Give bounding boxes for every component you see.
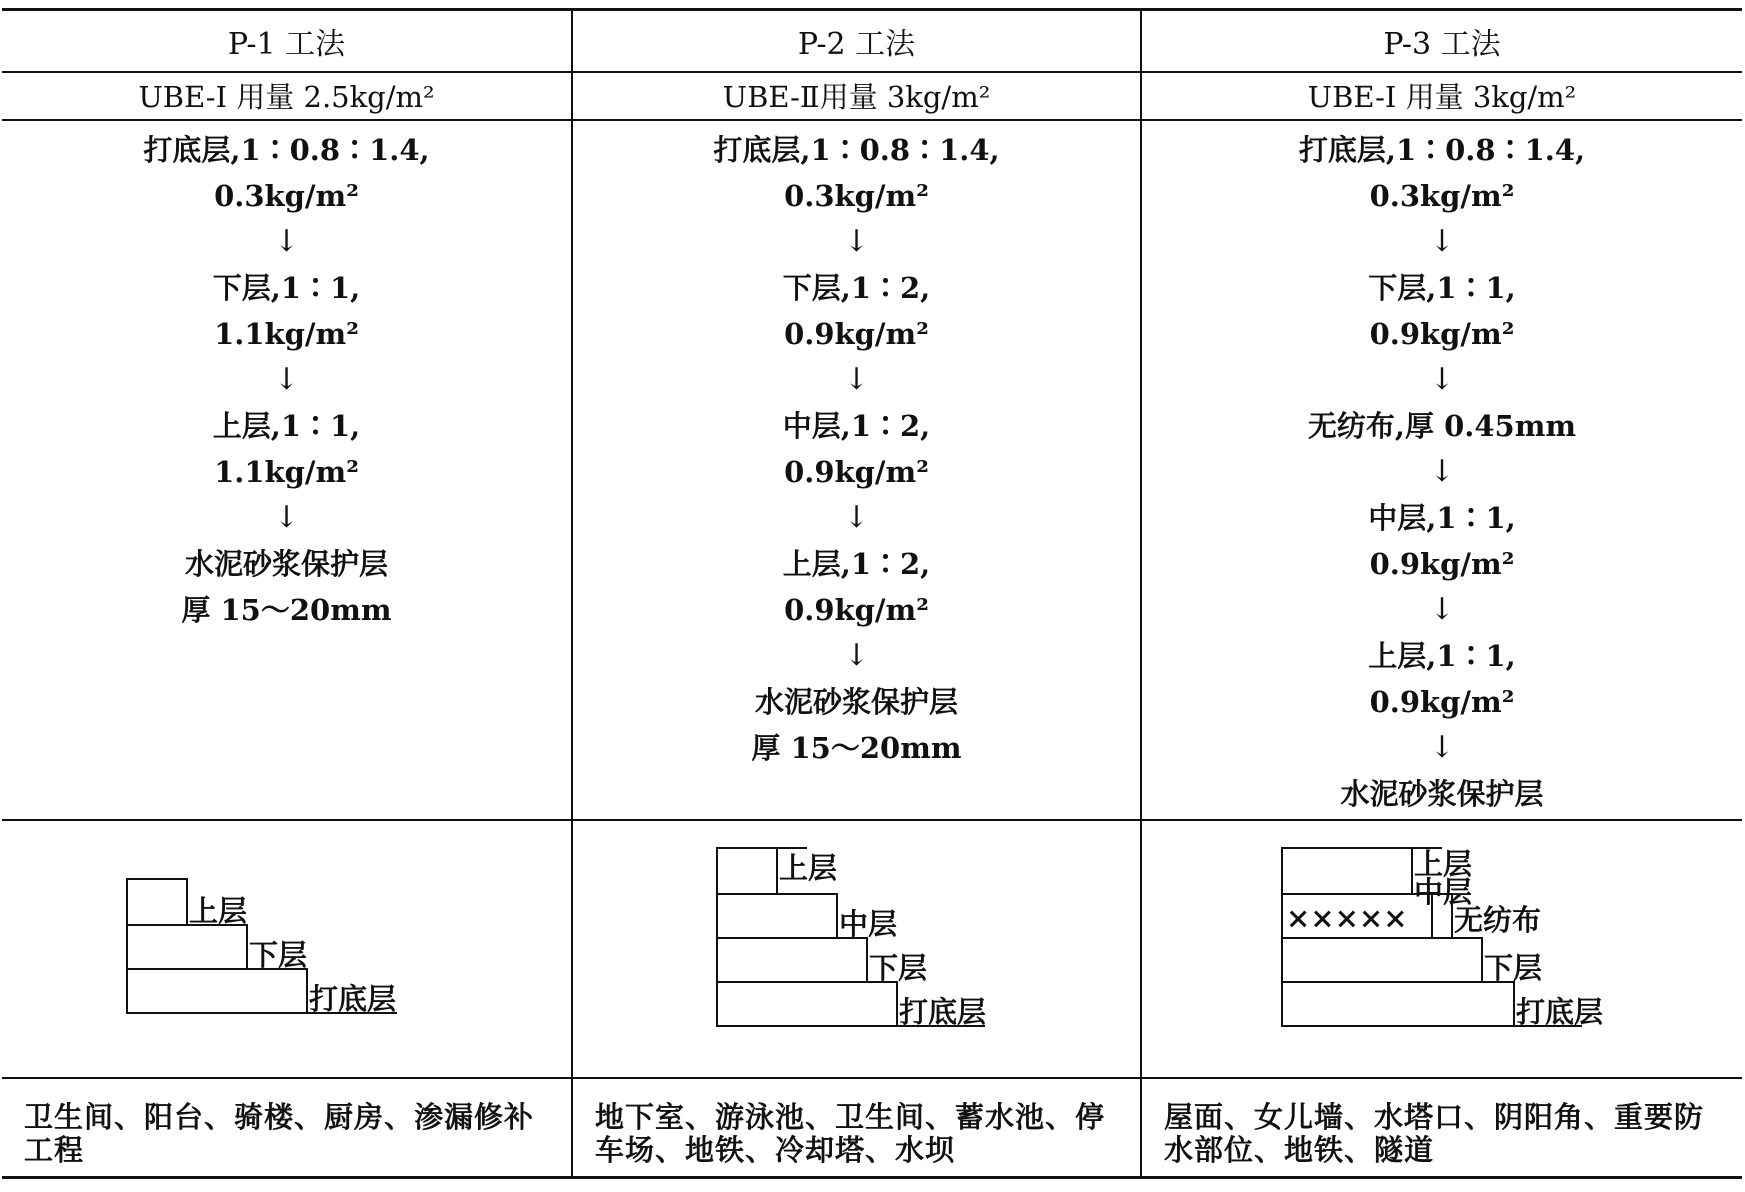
label-base-layer: 打底层 — [1516, 994, 1604, 1029]
step-line: 0.9kg/m² — [784, 592, 929, 627]
usage-p3: UBE-I 用量 3kg/m² — [1141, 72, 1742, 120]
down-arrow-icon: ↓ — [843, 637, 870, 673]
label-base-layer: 打底层 — [898, 994, 986, 1029]
down-arrow-icon: ↓ — [1429, 361, 1455, 397]
process-row — [2, 120, 1742, 820]
step-line: 0.9kg/m² — [1369, 546, 1515, 581]
layer-diagram-p1-svg — [97, 859, 477, 1039]
step-line: 1.1kg/m² — [214, 316, 359, 351]
step-line: 上层,1∶1, — [1368, 638, 1516, 673]
layer-top-block — [127, 879, 187, 925]
down-arrow-icon: ↓ — [843, 223, 870, 259]
usage-p1: UBE-I 用量 2.5kg/m² — [2, 72, 572, 120]
fabric-marks: ××××× — [1286, 900, 1408, 935]
method-header-p1: P-1 工法 — [2, 10, 572, 72]
applications-text-p3: 屋面、女儿墙、水塔口、阴阳角、重要防水部位、地铁、隧道 — [1164, 1099, 1705, 1167]
label-top-layer: 上层 — [188, 893, 247, 928]
step-line: 上层,1∶1, — [212, 408, 361, 443]
header-row — [2, 10, 1742, 72]
layer-lower-block — [127, 925, 247, 969]
layer-diagram-p2-svg — [667, 840, 1047, 1058]
label-base-layer: 打底层 — [308, 981, 396, 1016]
step-line: 打底层,1∶0.8∶1.4, — [1298, 132, 1586, 167]
down-arrow-icon: ↓ — [273, 499, 300, 535]
layer-diagram-p2 — [572, 820, 1141, 1078]
applications-p2 — [572, 1078, 1141, 1178]
label-middle-layer: 中层 — [1414, 874, 1473, 909]
step-line: 下层,1∶1, — [212, 270, 361, 305]
label-lower-layer: 下层 — [868, 950, 927, 985]
applications-text-p1: 卫生间、阳台、骑楼、厨房、渗漏修补工程 — [24, 1099, 535, 1167]
step-line: 0.9kg/m² — [1369, 684, 1515, 719]
step-line: 打底层,1∶0.8∶1.4, — [713, 132, 1000, 167]
layer-top-block — [717, 848, 777, 894]
step-line: 0.9kg/m² — [784, 454, 929, 489]
step-line: 水泥砂浆保护层 — [184, 546, 388, 581]
label-lower-layer: 下层 — [248, 937, 307, 972]
process-flow-p2 — [572, 120, 1141, 820]
diagram-row — [2, 820, 1742, 1078]
layer-top-block — [1282, 848, 1412, 894]
applications-p1 — [2, 1078, 572, 1178]
applications-p3 — [1141, 1078, 1742, 1178]
down-arrow-icon: ↓ — [273, 223, 300, 259]
usage-row — [2, 72, 1742, 120]
down-arrow-icon: ↓ — [1429, 591, 1455, 627]
step-line: 下层,1∶2, — [782, 270, 931, 305]
step-line: 下层,1∶1, — [1368, 270, 1516, 305]
step-line: 无纺布,厚 0.45mm — [1307, 408, 1577, 443]
step-line: 厚 15～20mm — [181, 592, 392, 627]
label-top-layer: 上层 — [1414, 846, 1473, 881]
step-line: 中层,1∶1, — [1368, 500, 1516, 535]
label-top-layer: 上层 — [778, 850, 837, 885]
layer-diagram-p3-svg — [1232, 840, 1652, 1058]
down-arrow-icon: ↓ — [1429, 223, 1455, 259]
step-line: 0.9kg/m² — [1369, 316, 1515, 351]
step-line: 上层,1∶2, — [782, 546, 931, 581]
layer-lower-block — [717, 938, 867, 982]
label-middle-layer: 中层 — [838, 906, 897, 941]
down-arrow-icon: ↓ — [1429, 453, 1455, 489]
step-line: 0.3kg/m² — [1369, 178, 1515, 213]
step-line: 打底层,1∶0.8∶1.4, — [143, 132, 430, 167]
step-line: 1.1kg/m² — [214, 454, 359, 489]
layer-base-block — [127, 969, 307, 1013]
layer-diagram-p1 — [2, 820, 572, 1078]
label-lower-layer: 下层 — [1484, 950, 1543, 985]
layer-base-block — [1282, 982, 1514, 1026]
method-header-p2: P-2 工法 — [572, 10, 1141, 72]
down-arrow-icon: ↓ — [843, 499, 870, 535]
process-flow-p1 — [2, 120, 572, 820]
applications-text-p2: 地下室、游泳池、卫生间、蓄水池、停车场、地铁、冷却塔、水坝 — [595, 1099, 1106, 1167]
step-line: 0.3kg/m² — [784, 178, 929, 213]
label-fabric-layer: 无纺布 — [1454, 902, 1542, 937]
step-line: 中层,1∶2, — [782, 408, 931, 443]
usage-p2: UBE-Ⅱ用量 3kg/m² — [572, 72, 1141, 120]
down-arrow-icon: ↓ — [843, 361, 870, 397]
applications-row — [2, 1078, 1742, 1178]
method-comparison-table — [2, 8, 1742, 1179]
layer-diagram-p3 — [1141, 820, 1742, 1078]
method-header-p3: P-3 工法 — [1141, 10, 1742, 72]
layer-lower-block — [1282, 938, 1482, 982]
down-arrow-icon: ↓ — [273, 361, 300, 397]
step-line: 水泥砂浆保护层 — [754, 684, 958, 719]
layer-middle-block — [717, 894, 837, 938]
down-arrow-icon: ↓ — [1429, 729, 1455, 765]
step-line: 0.3kg/m² — [214, 178, 359, 213]
step-line: 水泥砂浆保护层 — [1340, 776, 1544, 811]
step-line: 厚 15～20mm — [751, 730, 962, 765]
process-flow-p3 — [1141, 120, 1742, 820]
step-line: 0.9kg/m² — [784, 316, 929, 351]
layer-base-block — [717, 982, 897, 1026]
